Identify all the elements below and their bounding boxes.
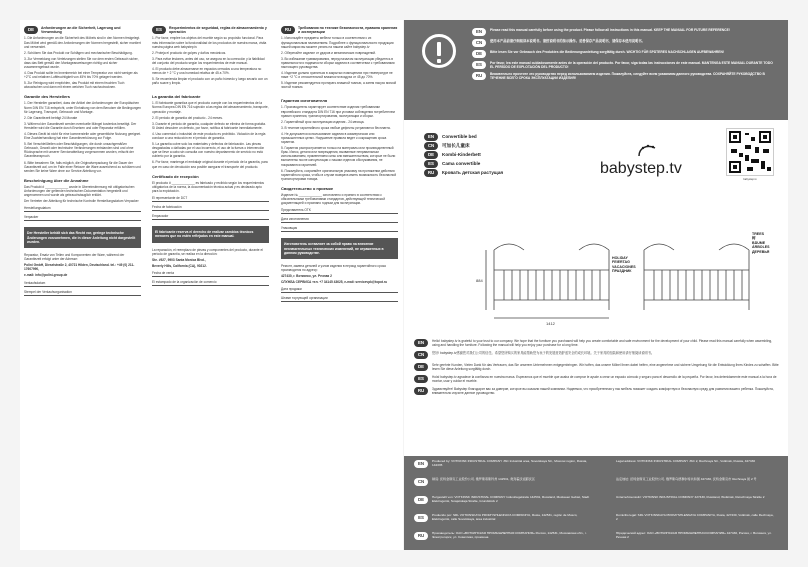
- lang-badge: EN: [424, 133, 438, 141]
- qr-code-icon: [727, 129, 773, 175]
- warning-text: 使用本产品前请仔细阅读本说明书。请按说明书的指示操作。妥善保存产品说明书，请保存本使用说明书。: [490, 39, 645, 43]
- address: Ste. #927, 9903 Santa Monica Blvd.,: [152, 257, 206, 262]
- para: 1. Используйте предметы мебели только в соответствии с их функциональным назначением. Подробнее о функциональности продукции нашей марки вы можете узнать на нашем сайте babystep.tv: [281, 36, 394, 49]
- address: 427430, г. Воткинск, ул. Речная 2: [281, 274, 332, 279]
- crib-label-line: ПРАЗДНИК: [612, 269, 632, 274]
- field-line: El representante de DCT: [152, 195, 269, 202]
- legal-address-text: Unternehmenssitz: VOTKINSK INDUSTRIAL COMPANY 427430, Russland, Wotkinsk, Retschnaya Straße 2: [616, 495, 765, 499]
- crib-label-line: 树: [752, 236, 756, 241]
- para: 2. Гарантийный срок эксплуатации изделия - 24 месяца.: [281, 119, 365, 124]
- warranty-title: Гарантия изготовителя: [281, 98, 328, 104]
- lang-badge: RU: [414, 532, 428, 540]
- product-names: [424, 132, 604, 177]
- para: 6. Por favor, mantenga el embalaje original durante el periodo de la garantía, para que en caso de devolución sea posible asegurar el transporte del producto.: [152, 160, 268, 169]
- para: 1. Die Anforderungen an die Sicherheit des Möbels sind in den Normen festgelegt. Das Möbel wird gemäß den Anforderungen der Normen hergestellt, sicher montiert und verwendet.: [24, 36, 141, 49]
- column-ru: [277, 20, 402, 550]
- notice-box: Der Hersteller behält sich das Recht vor, geringe technische Änderungen vorzunehmen, die in dieser Anleitung nicht dargestellt wurden.: [24, 227, 141, 248]
- legal-address-text: Domicilio legal: SRL VOTKINSKAYA PROMYSHLENNAYA COMPANIYA, Rusia, 427430, Votkinsk, calle Rechnaya, 2: [616, 513, 774, 521]
- intro-text: Hola! babystep.tv agradece la confianza en nuestra marca. Esperamos que el mueble que acaba de comprar le ayude a crear un espacio cómodo y seguro para el desarrollo de la pequeña. Por favor, lea detenidamente este manual a la hora de montar, usar y cuidar el mueble.: [432, 375, 777, 383]
- para: Изделие № _____________ изготовлено и принято в соответствии с обязательными требованиями стандартов, действующей технической документацией и признано годным для эксплуатации.: [281, 192, 385, 206]
- warning-text: Please read this manual carefully before using the product. Please follow all instructions in this manual. KEEP THE MANUAL FOR FUTURE REFERENCE!: [490, 28, 730, 32]
- intro-row: [414, 339, 780, 347]
- crib-right-drawing: [644, 244, 749, 310]
- para: 2. Die Garantiezeit beträgt 24 Monate: [24, 115, 78, 120]
- para: 4. Изделие должно храниться в закрытых помещениях при температуре не ниже +2 °C и относительной влажности воздуха от 45 до 70%.: [281, 71, 393, 80]
- dimension-height: 884: [476, 278, 483, 283]
- legal-address-text: 法定地址: 沃特金斯克工业股份公司, 俄罗斯乌德穆尔特共和国 427430, 沃特金斯克市 Rechnaya 街 2 号: [616, 477, 757, 481]
- warning-row: [472, 61, 777, 69]
- lang-badge: DE: [24, 26, 38, 34]
- warning-text: Por favor, lea este manual cuidadosamente antes de la operación del producto. Por favor, siga todas las instrucciones de este manual. MANTENGA ESTE MANUAL DURANTE TODO EL PERÍODO DE EXPLOTACIÓN DEL PRODUCTO!: [490, 61, 773, 69]
- product-name: Kombi-Kinderbett: [442, 152, 481, 157]
- warning-row: [472, 72, 777, 80]
- intro-text: 您好! babystep.tv感谢您对我们公司的信任。希望您所购买的家具能帮助您为孩子的发展营造舒适安全的成长环境。关于家具的组装和使用请仔细阅读说明书。: [432, 351, 655, 355]
- para: Der Vertreter der Abteilung für technische Kontrolle Herstellungsdatum Verpacker: [24, 199, 139, 204]
- para: 3. Zur Vermeidung von Verletzungen stellen Sie vor dem ersten Gebrauch sicher, dass das Bett gemäß den Montageanweisungen richtig und sicher zusammengebaut wurde.: [24, 56, 139, 69]
- manufacturer-row: [414, 460, 784, 468]
- lang-badge: CN: [414, 478, 428, 486]
- field-line: Fecha de venta: [152, 270, 269, 277]
- para: 3. Durante el periodo de garantía, cualquier defecto se elimina de forma gratuita. Si Usted descubre un defecto, por favor, notifica al fabricante inmediatamente.: [152, 121, 266, 130]
- field-line: Verkaufsdatum: [24, 280, 141, 287]
- qr-code: [726, 128, 774, 176]
- address: e-mail: info@polini-group.de: [24, 273, 68, 278]
- lang-badge: DE: [472, 50, 486, 58]
- field-line: Дата изготовления: [281, 216, 398, 223]
- legal-address-text: Legal address: VOTKINSK INDUSTRIAL COMPANY JSC 2, Rechnaya Str., Votkinsk, Russia, 427430: [616, 459, 756, 463]
- para: 2. Proteja el producto de golpes y daños mecánicos.: [152, 50, 227, 55]
- manufacturer-panel: [404, 456, 788, 550]
- warning-text: Bitte lesen Sie vor Gebrauch des Produktes die Bedienungsanleitung sorgfältig durch. WICHTIG FÜR SPÄTERES NACHSCHLAGEN AUFBEWAHREN!: [490, 50, 724, 54]
- para: 3. Во избежание травмирования, перед началом эксплуатации убедитесь в правильности и надежности сборки изделия в соответствии с требованиями настоящего руководства.: [281, 56, 395, 69]
- field-line: Представитель ОТК: [281, 207, 398, 214]
- receipt-title: Bescheinigung über die Annahme: [24, 177, 89, 183]
- legal-address-text: Юридический адрес: ОАО «ВОТКИНСКАЯ ПРОМЫШЛЕННАЯ КОМПАНИЯ» 427430, Россия, г. Воткинск, ул. Речная 2: [616, 531, 772, 539]
- crib-label-line: BÄUME: [752, 240, 766, 245]
- section-title: Requerimientos de seguridad, reglas de almacenamiento y operación: [169, 26, 267, 35]
- para: 1. El fabricante garantiza que el producto cumple con los requerimientos de la Norma Europea DIN EN 716 sujeción a las reglas del almacenamiento, transporte, operación y montaje.: [152, 101, 269, 114]
- field-line: Verpacker: [24, 214, 141, 221]
- crib-label-line: VACACIONES: [612, 264, 636, 269]
- product-name: Cama convertible: [442, 161, 481, 166]
- para: 4. Не допускается использование изделия в коммерческих или промышленных целях. Нарушение правила ведет к сокращению срока гарантии.: [281, 131, 387, 145]
- exclamation-icon: [422, 34, 456, 68]
- para: 5. Bei Verschleißteilen oder Beschädigungen, die durch unsachgemäßen Gebrauch, Gewalt oder technische Veränderungen entstanden sind und ohne Rücksprache mit unserer Serviceabteilung vorgenommen wurden, erlischt der Garantieanspruch.: [24, 142, 134, 159]
- address: СЛУЖБА СЕРВИСА тел. +7 34145 43625, e-mail: servicevpk@topot.ru: [281, 280, 388, 285]
- crib-label-line: FEIERTAG: [612, 260, 630, 265]
- column-es: [148, 20, 273, 550]
- intro-text: Sehr geehrte Kunden, Vielen Dank für das Vertrauen, das Sie unserem Unternehmen entgegenbringen. Wir hoffen, das unsere Möbel Ihnen dabei helfen, eine angenehme und sichere Umgebung für die Entwicklung Ihres Kindes zu schaffen. Bitte lesen Sie diese Anleitung sorgfältig durch.: [432, 363, 779, 371]
- producer-text: 制造: 沃特金斯克工业股份公司, 俄罗斯莫斯科州 142531, 奥列霍沃祖耶沃区: [432, 477, 535, 481]
- lang-badge: RU: [424, 169, 438, 177]
- lang-badge: CN: [472, 39, 486, 47]
- left-page: [20, 20, 403, 550]
- section-title: Anforderungen an die Sicherheit, Lagerung und Verwendung: [41, 26, 121, 35]
- field-line: Herstellungsdatum: [24, 205, 141, 212]
- crib-label-line: TREES: [752, 232, 764, 236]
- producer-text: Hergestellt von: VOTKINSK INDUSTRIAL COMPANY Industriegelände 142531, Russland, Moskauer Gebiet, Stadt Elektrogorsk, Sowjetskaja Straße, Grundstück 2: [432, 495, 590, 503]
- warning-row: [472, 39, 777, 47]
- field-line: Штамп торгующей организации: [281, 295, 398, 302]
- para: Das Produkt # _____________ wurde in Übereinstimmung mit obligatorischen Anforderungen der geltenden technischen Dokumentation hergestellt und angenommen und wurde als gebrauchstauglich erklärt.: [24, 184, 135, 198]
- crib-label-left: [612, 256, 636, 274]
- warning-panel: [404, 20, 788, 120]
- para: 1. Por favor, emplee los objetos del mueble según su propósito funcional. Para más información sobre la funcionalidad de los productos de nuestra marca, visita nuestra página web babystep.tv: [152, 36, 267, 49]
- para: 1. Der Hersteller garantiert, dass der Artikel den Anforderungen der Europäischen Norm DIN EN 716 entspricht, unter Einhaltung von dem Benutzer die Bedingungen für Lagerung, Transport, Gebrauch und Montage.: [24, 101, 141, 114]
- manufacturer-row: [414, 496, 784, 504]
- crib-label-right: [752, 232, 770, 254]
- warranty-title: La garantía del fabricante: [152, 94, 201, 100]
- intro-text: Hello! babystep.tv is grateful to your trust to our company. We hope that the furniture you purchased will help you create comfortable and safe environment for the development of your child. Please read this manual carefully when assembling, using and handling the furniture. Following the manual will help you enjoy your purchase for a long time.: [432, 339, 773, 347]
- warranty-title: Garantie des Herstellers: [24, 94, 71, 100]
- receipt-title: Certificado de recepción: [152, 173, 199, 179]
- lang-badge: CN: [414, 351, 428, 359]
- warning-text: Внимательно прочтите это руководство перед использованием изделия. Пожалуйста, следуйте всем указаниям данного руководства. СОХРАНЯЙТЕ РУКОВОДСТВО В ТЕЧЕНИЕ ВСЕГО СРОКА ЭКСПЛУАТАЦИИ ИЗДЕЛИЯ!: [490, 72, 765, 80]
- section-header-ru: [281, 26, 398, 34]
- lang-badge: CN: [424, 142, 438, 150]
- para: 4. Das Produkt sollte im Innenbereich bei einer Temperatur von nicht weniger als +2°C und relativen Luftfeuchtigkeit von 45% bis 70% gelagert werden.: [24, 71, 138, 80]
- para: 5. Гарантия распространяется только на материалы или производственный брак. Износ, детали или повреждения, вызванные неправильным использованием, применением силы или вмешательством, которые не были выполнены после консультации с нашим отделом обслуживания, не покрываются гарантией.: [281, 146, 396, 167]
- para: 5. La garantía cubre solo los materiales y defectos de fabricación. Las piezas desgastadas o dañadas por el uso incorrecto, el uso de la fuerza o intervención que se lleve a cabo sin consulta con nuestro departamento de servicio no está cubierto por la garantía.: [152, 142, 265, 159]
- right-page: [404, 20, 788, 550]
- para: 6. Пожалуйста, сохраняйте оригинальную упаковку на протяжении действия гарантийного срока, чтобы в случае возврата иметь возможность безопасной транспортировки товара.: [281, 168, 397, 181]
- manufacturer-row: [414, 514, 784, 522]
- crib-label-line: ÁRBOLES: [752, 245, 770, 250]
- para: 6. Bitte bewahren Sie, falls möglich, die Originalverpackung für die Dauer der Garantiezeit auf, um im Falle einer Retoure die Ware ausreichend zu schützen und senden Sie keine Ware ohne zur Service Abteilung vor.: [24, 160, 141, 173]
- crib-left-drawing: [486, 244, 609, 318]
- lang-badge: ES: [472, 61, 486, 69]
- crib-illustration: [464, 220, 764, 330]
- para: 2. El periodo de garantía del producto - 24 meses.: [152, 115, 223, 120]
- product-name: Convertible bed: [442, 134, 477, 139]
- qr-label: babystep.tv: [743, 178, 757, 181]
- para: 1. Производитель гарантирует соответствие изделия требованиям европейского стандарта DIN EN 716 при условии соблюдения потребителем правил хранения, транспортирования, эксплуатации и сборки.: [281, 105, 395, 118]
- lang-badge: EN: [414, 339, 428, 347]
- crib-label-line: ДЕРЕВЬЯ: [752, 249, 770, 254]
- producer-text: Производитель: ОАО «ВОТКИНСКАЯ ПРОМЫШЛЕННАЯ КОМПАНИЯ» Россия, 142531, Московская обл., г. Электрогорск, ул. Советская, промзона: [432, 531, 587, 539]
- lang-badge: DE: [424, 151, 438, 159]
- lang-badge: RU: [281, 26, 295, 34]
- notice-box: El fabricante reserva el derecho de realizar cambios técnicos menores que no estén reflejados en este manual.: [152, 226, 269, 243]
- intro-row: [414, 351, 780, 359]
- lang-badge: ES: [424, 160, 438, 168]
- lang-badge: RU: [414, 387, 428, 395]
- warning-list: [472, 28, 777, 83]
- section-header-de: [24, 26, 141, 34]
- field-line: Упаковщик: [281, 225, 398, 232]
- manufacturer-row: [414, 478, 784, 486]
- intro-section: [414, 335, 780, 395]
- product-name: Кровать детская растущая: [442, 170, 504, 175]
- field-line: Empacador: [152, 213, 269, 220]
- crib-label-line: HOLIDAY: [612, 256, 628, 260]
- intro-text: Здравствуйте! Babystep благодарит вас за доверие, которое вы оказали нашей компании. Надеемся, что приобретенная у нас мебель поможет создать комфортную и безопасную среду для развития вашего ребенка. Пожалуйста, внимательно изучите данное руководство.: [432, 387, 774, 395]
- para: 3. Während der Garantiezeit werden eventuelle Mängel kostenlos beseitigt. Der Hersteller wird die Garantie durch Ersetzen und oder Reparatur erfüllen.: [24, 121, 137, 130]
- address: Polini GmbH, Dieselstraße 2, 40721 Hilden, Deutschland. tel.: +49 (0) 211-17607990,: [24, 263, 135, 272]
- column-de: [20, 20, 145, 550]
- para: 3. В течение гарантийного срока любые дефекты устраняются бесплатно.: [281, 125, 392, 130]
- section-title: Требования по технике безопасности, правила хранения и эксплуатации: [298, 26, 398, 35]
- warning-row: [472, 28, 777, 36]
- para: 2. Schützen Sie das Produkt vor Schlägen und mechanischer Beschädigung.: [24, 50, 133, 55]
- para: 3. Para evitar lesiones, antes del uso, se asegura en la corrección y la fiabilidad del conjunto del producto según los requerimientos de este manual.: [152, 56, 265, 65]
- para: 5. Изделие рекомендуется протирать влажной тканью, а затем насухо мягкой чистой тканью.: [281, 81, 397, 90]
- para: 4. Uso comercial o industrial de este producto es prohibido. Violación de la regla conduce a una reducción en el periodo de garantía.: [152, 131, 266, 140]
- warning-row: [472, 50, 777, 58]
- producer-text: Producido por: SRL VOTKINSKAYA PROMYSHLENNAYA COMPANIYA, Rusia, 142531, región de Moscú, Elektrogorsk, calle Sovetskaya, área industrial: [432, 513, 578, 521]
- lang-badge: DE: [414, 363, 428, 371]
- manufacturer-row: [414, 532, 784, 540]
- product-row: [424, 168, 604, 177]
- para: 2. Оберегайте изделие от ударов и механических повреждений.: [281, 50, 376, 55]
- product-row: [424, 132, 604, 141]
- intro-row: [414, 375, 780, 383]
- producer-text: Produced by: VOTKINSK INDUSTRIAL COMPANY JSC Industrial area, Sovetskaya Str., Moscow region, Russia, 142335: [432, 459, 588, 467]
- para: 4. El producto debe almacenarse en espacios cerrados a una temperatura no menos de + 2 °C y una humedad relativa de 45 a 70%.: [152, 66, 262, 76]
- field-line: Stempel der Verkaufsorganisation: [24, 289, 141, 296]
- product-row: [424, 141, 604, 150]
- para: Ремонт, замена деталей и узлов изделия в период гарантийного срока производится по адресу:: [281, 264, 386, 273]
- field-line: El estampado de la organización de comercio: [152, 279, 269, 286]
- receipt-title: Свидетельство о приемке: [281, 185, 334, 191]
- field-line: Fecha de fabricación: [152, 204, 269, 211]
- lang-badge: RU: [472, 72, 486, 80]
- brand-logo: babystep.tv: [600, 160, 682, 177]
- address: Beverly Hills, California (CA), 90212.: [152, 263, 207, 268]
- dimension-width: 1412: [546, 321, 555, 326]
- para: 5. Se recomienda limpiar el producto con un paño húmedo y luego secarlo con un paño suave y limpio.: [152, 77, 268, 86]
- field-line: Дата продажи: [281, 286, 398, 293]
- para: 5. Zur Reinigung wird empfohlen, das Produkt mit einem feuchten Tuch abzuwischen und dann mit einem weichen Tuch nachzutrocknen.: [24, 81, 125, 90]
- para: El producto # _____________ es fabricado y recibido según los requerimientos obligatorios de la norma, la documentación técnica actual y es declarado apto para la explotación.: [152, 180, 264, 193]
- lang-badge: DE: [414, 496, 428, 504]
- brand-logo-icon: [635, 142, 659, 158]
- lang-badge: ES: [152, 26, 166, 34]
- intro-row: [414, 363, 780, 371]
- product-row: [424, 150, 604, 159]
- para: Reparatur, Ersatz von Teilen und Komponenten der Ware, während der Garantiezeit erfolgt unter der Adresse:: [24, 253, 125, 262]
- lang-badge: EN: [472, 28, 486, 36]
- para: 4. Dieses Gerät ist nicht für eine kommerzielle oder gewerbliche Nutzung geeignet. Eine Zuwiderhandlung hat eine Garantieverkürzung zur Folge.: [24, 132, 141, 141]
- lang-badge: ES: [414, 514, 428, 522]
- product-row: [424, 159, 604, 168]
- lang-badge: EN: [414, 460, 428, 468]
- intro-row: [414, 387, 780, 395]
- notice-box: Изготовитель оставляет за собой право на внесение незначительных технических изменений, не отраженных в данном руководстве.: [281, 238, 398, 259]
- product-name: 可加长儿童床: [442, 142, 470, 148]
- section-header-es: [152, 26, 269, 34]
- para: La reparación, el reemplazo de piezas y componentes del producto, durante el periodo de garantía, se realiza en la dirección:: [152, 247, 263, 256]
- lang-badge: ES: [414, 375, 428, 383]
